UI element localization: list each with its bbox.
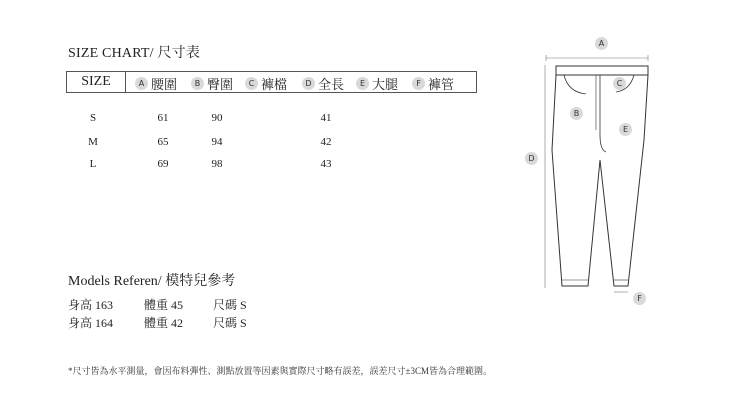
- row-m-length: 42: [320, 136, 332, 148]
- column-label-thigh: 大腿: [372, 76, 399, 92]
- column-header-thigh: [356, 74, 398, 92]
- row-s-waist: 61: [157, 112, 169, 124]
- left-pocket-line: [564, 75, 586, 94]
- model-1-size: 尺碼 S: [213, 298, 247, 312]
- row-s-length: 41: [320, 112, 332, 124]
- badge-b: B: [191, 77, 204, 90]
- column-label-length: 全長: [318, 76, 345, 92]
- model-1-weight: 體重 45: [144, 298, 184, 312]
- column-header-length: [302, 74, 344, 92]
- diagram-badge-e: E: [619, 123, 632, 136]
- badge-d: D: [302, 77, 315, 90]
- model-2-size: 尺碼 S: [213, 316, 247, 330]
- badge-c: C: [245, 77, 258, 90]
- size-column-header: SIZE: [67, 72, 126, 92]
- column-header-rise: [245, 74, 287, 92]
- row-l-size: L: [89, 158, 97, 170]
- row-m-waist: 65: [157, 136, 169, 148]
- diagram-badge-a: A: [595, 37, 608, 50]
- row-l-waist: 69: [157, 158, 169, 170]
- column-header-waist: [135, 74, 177, 92]
- column-label-hem: 褲管: [428, 76, 455, 92]
- measurement-note: *尺寸皆為水平測量，會因布料彈性、測點放置等因素與實際尺寸略有誤差，誤差尺寸±3CM皆為合理範圍。: [68, 366, 492, 376]
- diagram-badge-b: B: [570, 107, 583, 120]
- model-2-height: 身高 164: [68, 316, 114, 330]
- row-m-hip: 94: [211, 136, 223, 148]
- pants-diagram: [520, 30, 660, 310]
- size-chart-title: SIZE CHART/ 尺寸表: [68, 46, 201, 61]
- pants-outline-drawing: [520, 30, 660, 310]
- row-s-size: S: [89, 112, 97, 124]
- badge-a: A: [135, 77, 148, 90]
- column-header-hip: [191, 74, 233, 92]
- diagram-badge-c: C: [613, 77, 626, 90]
- model-2-weight: 體重 42: [144, 316, 184, 330]
- diagram-badge-f: F: [633, 292, 646, 305]
- row-l-hip: 98: [211, 158, 223, 170]
- model-1-height: 身高 163: [68, 298, 114, 312]
- models-title: Models Referen/ 模特兒參考: [68, 274, 236, 289]
- column-label-hip: 臀圍: [207, 76, 234, 92]
- column-label-rise: 褲檔: [261, 76, 288, 92]
- diagram-badge-d: D: [525, 152, 538, 165]
- row-s-hip: 90: [211, 112, 223, 124]
- badge-f: F: [412, 77, 425, 90]
- row-l-length: 43: [320, 158, 332, 170]
- column-header-hem: [412, 74, 454, 92]
- size-chart-header: [66, 71, 477, 93]
- badge-e: E: [356, 77, 369, 90]
- column-label-waist: 腰圍: [151, 76, 178, 92]
- row-m-size: M: [88, 136, 98, 148]
